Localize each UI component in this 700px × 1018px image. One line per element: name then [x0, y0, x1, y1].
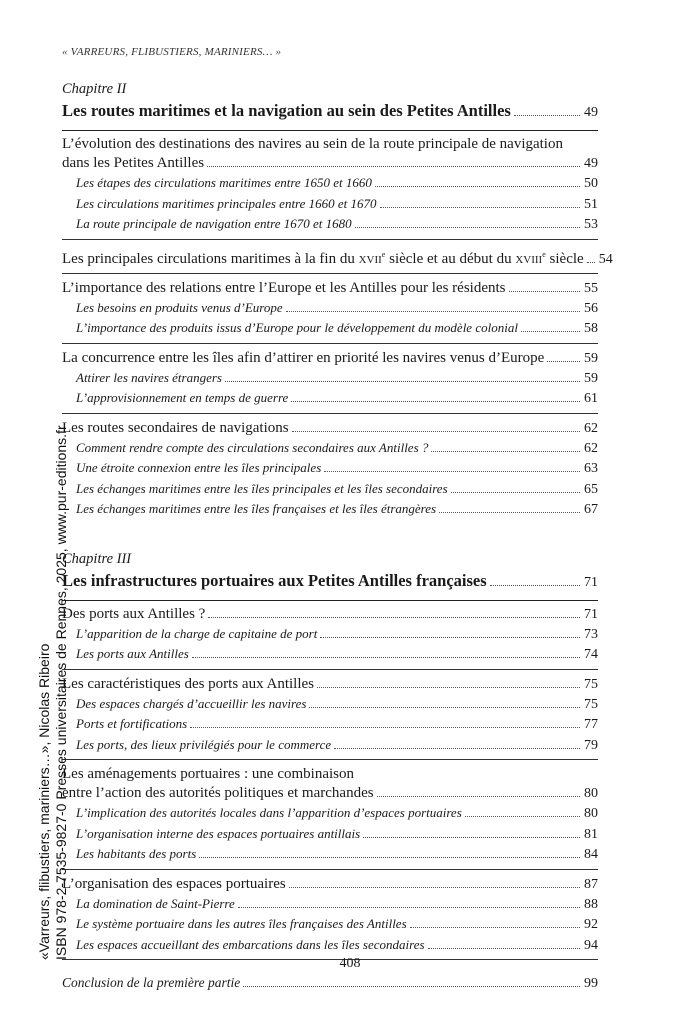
dot-leader — [317, 687, 580, 688]
dot-leader — [547, 361, 580, 362]
section-entry[interactable] — [62, 349, 598, 368]
side-credit — [36, 425, 70, 960]
subsection-title: Les habitants des ports — [76, 846, 197, 861]
section-entry[interactable] — [62, 279, 598, 298]
side-credit-line1: «Varreurs, flibustiers, mariniers…», Nicolas Ribeiro — [36, 643, 52, 960]
subsection-entry[interactable] — [62, 803, 598, 824]
page-ref: 56 — [584, 300, 598, 316]
subsection-entry[interactable] — [62, 458, 598, 479]
section-title: Des ports aux Antilles ? — [62, 605, 206, 622]
page-ref: 49 — [584, 105, 598, 120]
page-ref: 88 — [584, 896, 598, 912]
page-ref: 74 — [584, 647, 598, 662]
dot-leader — [355, 227, 580, 228]
dot-leader — [334, 748, 580, 749]
section-divider — [62, 239, 598, 240]
dot-leader — [192, 657, 580, 658]
dot-leader — [309, 707, 580, 708]
subsection-title: L’implication des autorités locales dans l’apparition d’espaces portuaires — [76, 805, 462, 820]
subsection-title: Les étapes des circulations maritimes entre 1650 et 1660 — [76, 175, 372, 190]
page-ref: 94 — [584, 937, 598, 953]
section-divider — [62, 669, 598, 670]
subsection-entry[interactable] — [62, 194, 598, 215]
superscript: e — [381, 249, 386, 259]
page-number: 408 — [339, 956, 361, 971]
dot-leader — [587, 262, 595, 263]
superscript: e — [542, 249, 546, 259]
side-credit-line2: ISBN 978-2-7535-9827-0 Presses universitaires de Rennes, 2025, www.pur-editions.fr — [53, 425, 69, 960]
page-ref: 62 — [584, 420, 598, 436]
page-ref: 51 — [584, 196, 598, 212]
section-title-line2: dans les Petites Antilles — [62, 155, 205, 171]
page-ref: 75 — [584, 696, 598, 712]
section-title-part: Les principales circulations maritimes à la fin du — [62, 250, 359, 267]
dot-leader — [375, 186, 580, 187]
subsection-title: Les ports, des lieux privilégiés pour le commerce — [76, 736, 332, 752]
section-title — [62, 245, 584, 269]
section-title-line2: entre l’action des autorités politiques et marchandes — [62, 785, 374, 801]
page-ref: 59 — [584, 370, 598, 386]
subsection-title: Ports et fortifications — [76, 716, 188, 731]
section-divider — [62, 759, 598, 760]
chapter-title[interactable] — [62, 100, 598, 131]
subsection-entry[interactable] — [62, 388, 598, 409]
running-header: « VARREURS, FLIBUSTIERS, MARINIERS… » — [62, 46, 282, 58]
subsection-entry[interactable] — [62, 824, 598, 845]
page-ref: 80 — [584, 786, 598, 801]
chapter-title-text: Les routes maritimes et la navigation au sein des Petites Antilles — [62, 101, 511, 120]
subsection-title: La route principale de navigation entre 1670 et 1680 — [76, 216, 352, 231]
subsection-title: Attirer les navires étrangers — [76, 369, 222, 385]
subsection-title: Le système portuaire dans les autres îles françaises des Antilles — [76, 916, 407, 931]
section-entry — [62, 784, 598, 803]
subsection-title: Les échanges maritimes entre les îles françaises et les îles étrangères — [76, 501, 437, 516]
page-ref: 53 — [584, 217, 598, 232]
dot-leader — [292, 431, 580, 432]
subsection-entry[interactable] — [62, 479, 598, 500]
subsection-title: Les échanges maritimes entre les îles principales et les îles secondaires — [76, 480, 448, 496]
dot-leader — [238, 907, 580, 908]
dot-leader — [243, 986, 580, 987]
subsection-entry[interactable] — [62, 735, 598, 756]
page-ref: 63 — [584, 461, 598, 476]
dot-leader — [514, 115, 580, 116]
section-title: Les caractéristiques des ports aux Antilles — [62, 675, 315, 692]
subsection-title: Des espaces chargés d’accueillir les navires — [76, 695, 307, 711]
section-entry[interactable] — [62, 675, 598, 694]
page-ref: 99 — [584, 976, 598, 991]
section-entry[interactable] — [62, 605, 598, 624]
dot-leader — [490, 585, 580, 586]
subsection-title: Les ports aux Antilles — [76, 646, 189, 661]
page-ref: 77 — [584, 717, 598, 732]
section-divider — [62, 869, 598, 870]
conclusion-title: Conclusion de la première partie — [62, 975, 241, 990]
subsection-entry[interactable] — [62, 914, 598, 935]
chapter-label: Chapitre III — [62, 550, 132, 567]
dot-leader — [509, 291, 581, 292]
page-ref: 61 — [584, 391, 598, 406]
dot-leader — [324, 471, 580, 472]
dot-leader — [431, 451, 580, 452]
chapter-label: Chapitre II — [62, 81, 127, 97]
subsection-title: L’apparition de la charge de capitaine de port — [76, 625, 318, 641]
page-ref: 62 — [584, 440, 598, 456]
dot-leader — [465, 816, 580, 817]
dot-leader — [363, 837, 580, 838]
page-ref: 59 — [584, 350, 598, 366]
section-title-line1: L’évolution des destinations des navires au sein de la route principale de navigation — [62, 136, 563, 152]
section-divider — [62, 413, 598, 414]
page-ref: 79 — [584, 737, 598, 753]
subsection-title: Comment rendre compte des circulations secondaires aux Antilles ? — [76, 439, 429, 455]
subsection-entry[interactable] — [62, 935, 598, 956]
spacer — [62, 520, 598, 550]
subsection-entry[interactable] — [62, 624, 598, 645]
page-ref: 80 — [584, 806, 598, 821]
page-ref: 71 — [584, 606, 598, 622]
century-numeral: xvii — [358, 250, 382, 267]
subsection-title: L’importance des produits issus d’Europe pour le développement du modèle colonial — [76, 320, 518, 335]
section-title-line1: Les aménagements portuaires : une combinaison — [62, 766, 354, 782]
subsection-entry[interactable] — [62, 714, 598, 735]
subsection-entry[interactable] — [62, 894, 598, 915]
toc-section[interactable] — [62, 135, 598, 173]
page-ref: 73 — [584, 626, 598, 642]
dot-leader — [410, 927, 580, 928]
subsection-title: Les besoins en produits venus d’Europe — [76, 299, 283, 315]
dot-leader — [521, 331, 580, 332]
subsection-entry[interactable] — [62, 694, 598, 715]
dot-leader — [451, 492, 580, 493]
section-divider — [62, 343, 598, 344]
page-ref: 87 — [584, 876, 598, 892]
section-title-part: siècle et au début du — [385, 250, 516, 267]
toc-section[interactable] — [62, 765, 598, 803]
subsection-entry[interactable] — [62, 644, 598, 665]
subsection-title: Les circulations maritimes principales entre 1660 et 1670 — [76, 195, 377, 211]
dot-leader — [291, 401, 580, 402]
page-ref: 49 — [584, 156, 598, 171]
page-ref: 65 — [584, 481, 598, 497]
dot-leader — [225, 381, 580, 382]
dot-leader — [190, 727, 580, 728]
chapter-title[interactable] — [62, 570, 598, 601]
dot-leader — [207, 166, 580, 167]
subsection-entry[interactable] — [62, 844, 598, 865]
section-title: L’importance des relations entre l’Europe et les Antilles pour les résidents — [62, 279, 506, 296]
dot-leader — [428, 948, 580, 949]
subsection-entry[interactable] — [62, 318, 598, 339]
century-numeral: xviii — [515, 250, 543, 267]
dot-leader — [320, 637, 580, 638]
dot-leader — [380, 207, 580, 208]
page-ref: 55 — [584, 280, 598, 296]
subsection-title: La domination de Saint-Pierre — [76, 895, 235, 911]
subsection-title: Les espaces accueillant des embarcations dans les îles secondaires — [76, 936, 425, 952]
page-ref: 67 — [584, 502, 598, 517]
section-entry — [62, 154, 598, 173]
chapter-title-text: Les infrastructures portuaires aux Petites Antilles françaises — [62, 570, 487, 590]
subsection-entry[interactable] — [62, 368, 598, 389]
page-ref: 84 — [584, 847, 598, 862]
dot-leader — [199, 857, 580, 858]
subsection-entry[interactable] — [62, 173, 598, 194]
table-of-contents — [62, 80, 613, 994]
subsection-title: Une étroite connexion entre les îles principales — [76, 460, 322, 475]
dot-leader — [208, 617, 580, 618]
section-divider — [62, 273, 598, 274]
dot-leader — [286, 311, 580, 312]
conclusion-entry[interactable] — [62, 973, 598, 994]
section-entry[interactable] — [62, 419, 598, 438]
dot-leader — [289, 887, 580, 888]
page-ref: 81 — [584, 826, 598, 842]
page-ref: 92 — [584, 917, 598, 932]
page-ref: 71 — [584, 574, 598, 590]
page-ref: 50 — [584, 176, 598, 191]
section-title: La concurrence entre les îles afin d’attirer en priorité les navires venus d’Europe — [62, 349, 545, 366]
subsection-title: L’approvisionnement en temps de guerre — [76, 390, 289, 405]
section-entry[interactable] — [62, 875, 598, 894]
subsection-title: L’organisation interne des espaces portuaires antillais — [76, 825, 361, 841]
page-ref: 75 — [584, 676, 598, 692]
section-title: L’organisation des espaces portuaires — [62, 875, 286, 892]
subsection-entry[interactable] — [62, 499, 598, 520]
subsection-entry[interactable] — [62, 438, 598, 459]
dot-leader — [439, 512, 580, 513]
page-ref: 54 — [598, 251, 613, 267]
section-title-part: siècle — [545, 250, 584, 267]
subsection-entry[interactable] — [62, 214, 598, 235]
section-title: Les routes secondaires de navigations — [62, 419, 289, 436]
dot-leader — [377, 796, 580, 797]
page-ref: 58 — [584, 321, 598, 336]
section-entry[interactable] — [62, 245, 613, 269]
subsection-entry[interactable] — [62, 298, 598, 319]
